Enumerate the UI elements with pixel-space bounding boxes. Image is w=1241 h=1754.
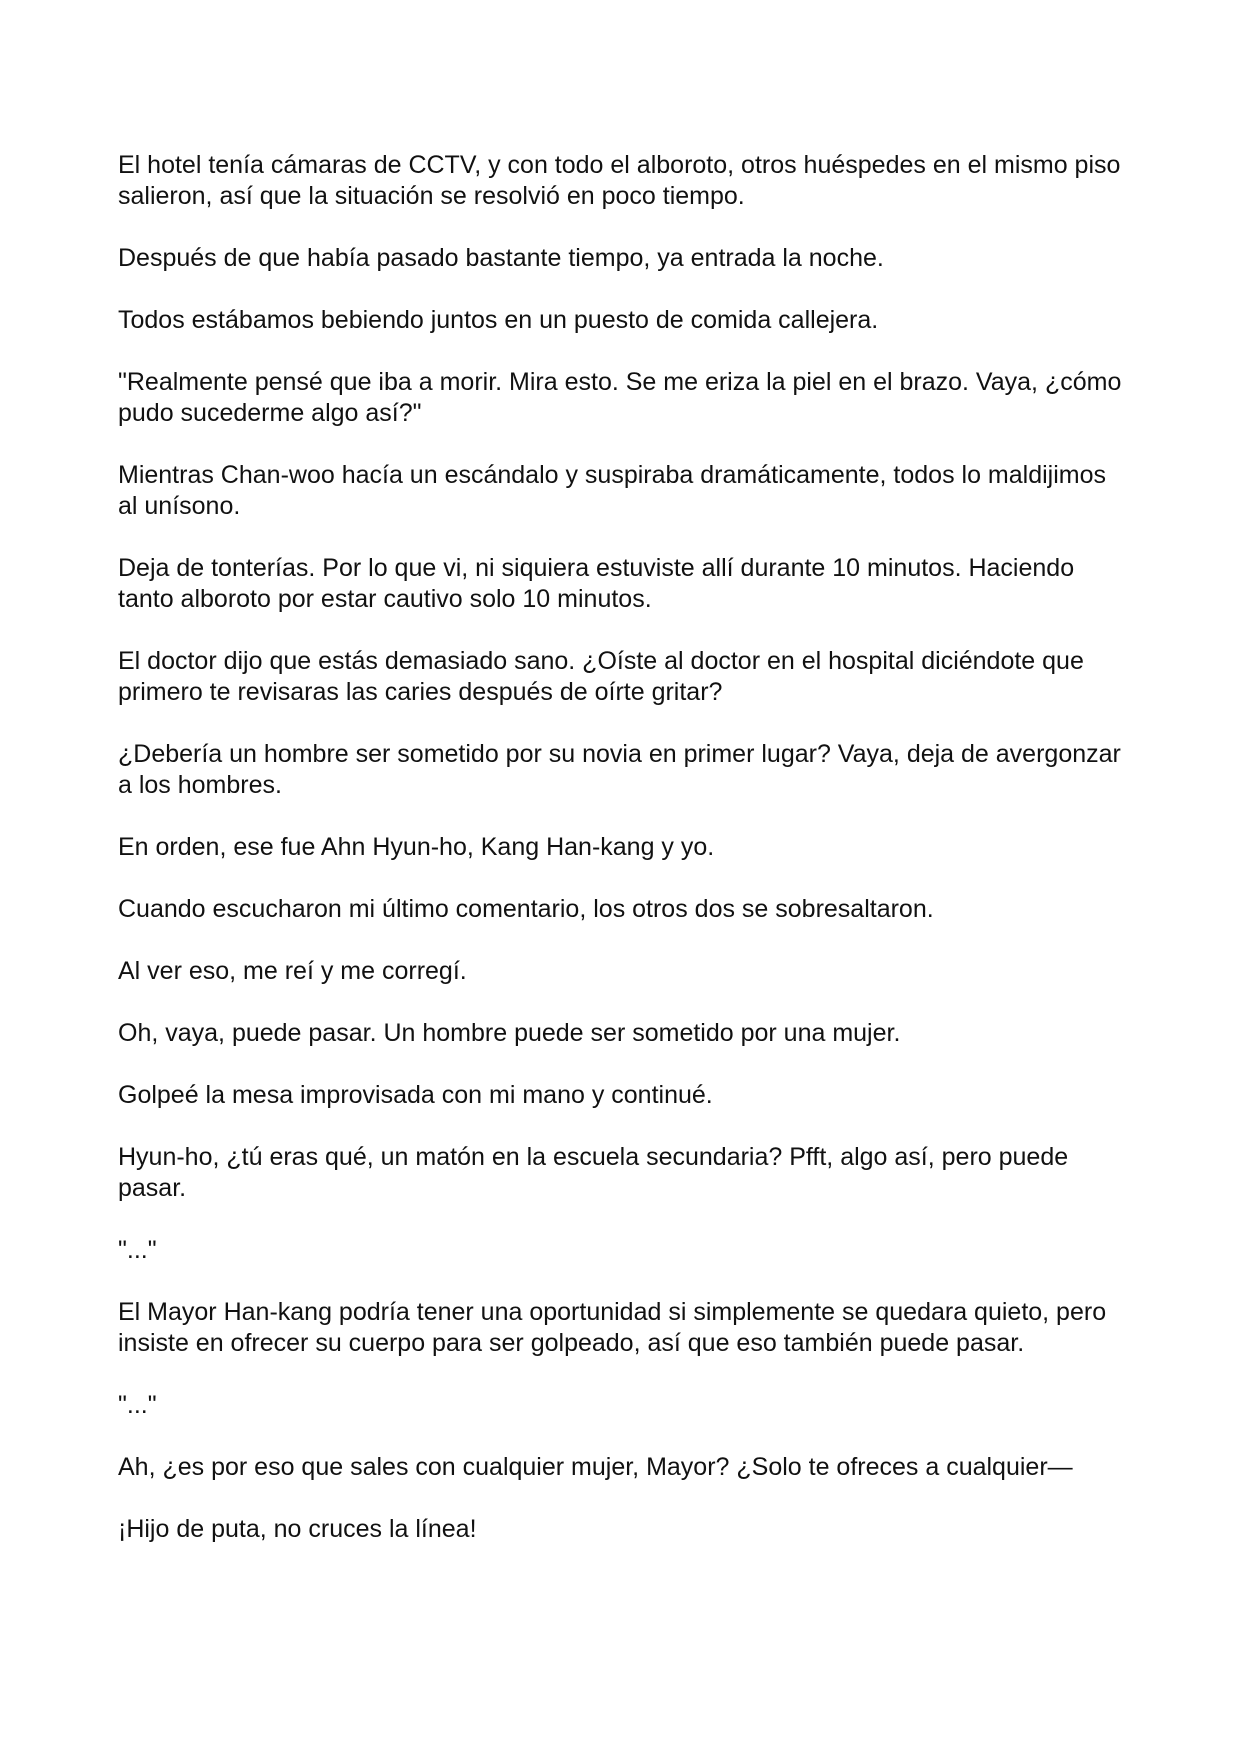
paragraph: El hotel tenía cámaras de CCTV, y con todo el alboroto, otros huéspedes en el mismo piso salieron, así que la situación se resolvió en poco tiempo. — [118, 151, 1121, 210]
paragraph: Todos estábamos bebiendo juntos en un puesto de comida callejera. — [118, 306, 879, 334]
paragraph: Al ver eso, me reí y me corregí. — [118, 957, 467, 985]
paragraph: ¿Debería un hombre ser sometido por su novia en primer lugar? Vaya, deja de avergonzar a los hombres. — [118, 740, 1121, 799]
document-body — [118, 150, 1128, 1576]
paragraph: En orden, ese fue Ahn Hyun-ho, Kang Han-kang y yo. — [118, 833, 715, 861]
paragraph: Mientras Chan-woo hacía un escándalo y suspiraba dramáticamente, todos lo maldijimos al unísono. — [118, 461, 1107, 520]
paragraph: Después de que había pasado bastante tiempo, ya entrada la noche. — [118, 244, 884, 272]
paragraph: Hyun-ho, ¿tú eras qué, un matón en la escuela secundaria? Pfft, algo así, pero puede pasar. — [118, 1143, 1069, 1202]
paragraph: "..." — [118, 1391, 157, 1419]
paragraph: "..." — [118, 1236, 157, 1264]
paragraph: Ah, ¿es por eso que sales con cualquier mujer, Mayor? ¿Solo te ofreces a cualquier— — [118, 1453, 1073, 1481]
paragraph: El doctor dijo que estás demasiado sano. ¿Oíste al doctor en el hospital diciéndote que primero te revisaras las caries después de oírte gritar? — [118, 647, 1084, 706]
paragraph: "Realmente pensé que iba a morir. Mira esto. Se me eriza la piel en el brazo. Vaya, ¿cómo pudo sucederme algo así?" — [118, 368, 1122, 427]
paragraph: El Mayor Han-kang podría tener una oportunidad si simplemente se quedara quieto, pero insiste en ofrecer su cuerpo para ser golpeado, así que eso también puede pasar. — [118, 1298, 1107, 1357]
paragraph: Cuando escucharon mi último comentario, los otros dos se sobresaltaron. — [118, 895, 934, 923]
paragraph: ¡Hijo de puta, no cruces la línea! — [118, 1515, 477, 1543]
paragraph: Golpeé la mesa improvisada con mi mano y continué. — [118, 1081, 713, 1109]
paragraph: Oh, vaya, puede pasar. Un hombre puede ser sometido por una mujer. — [118, 1019, 901, 1047]
paragraph: Deja de tonterías. Por lo que vi, ni siquiera estuviste allí durante 10 minutos. Haciendo tanto alboroto por estar cautivo solo 10 minutos. — [118, 554, 1075, 613]
